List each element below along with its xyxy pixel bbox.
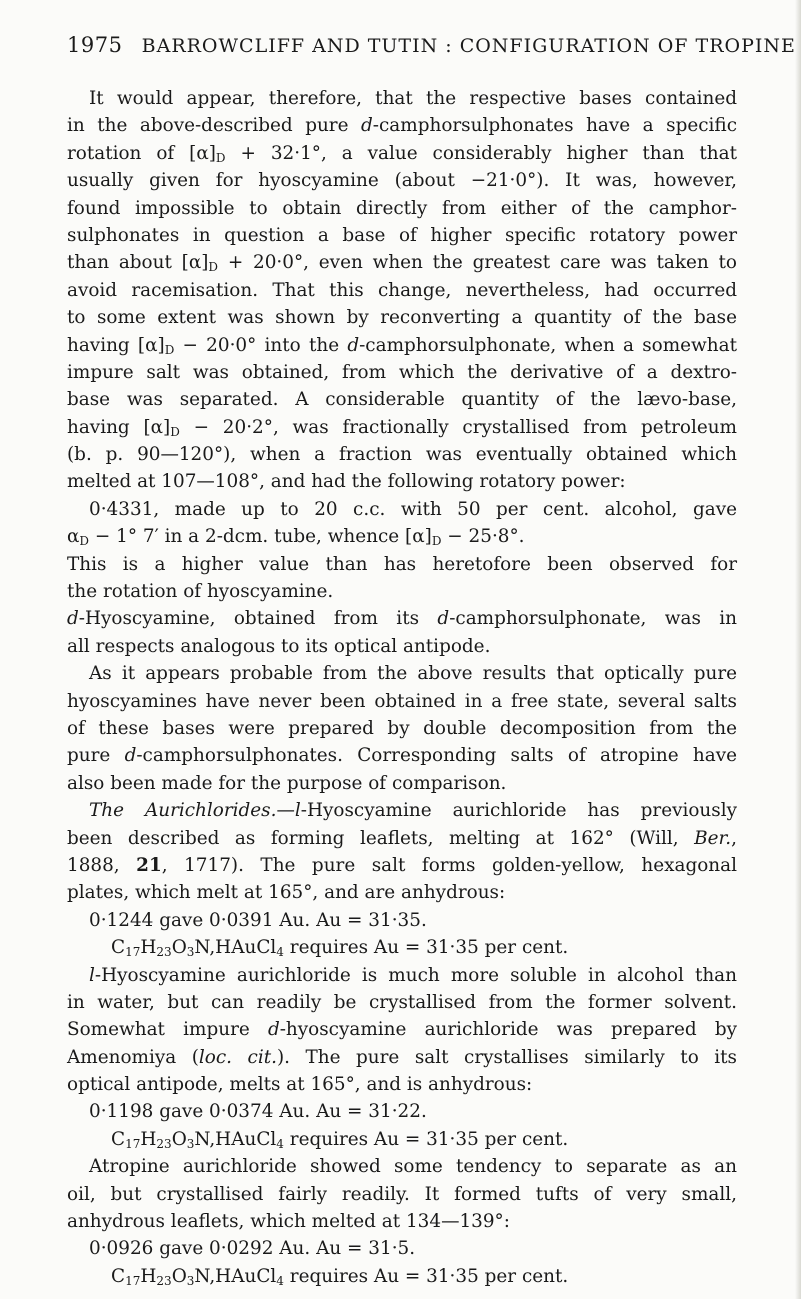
text-line: found impossible to obtain directly from either of the camphor-	[67, 197, 737, 219]
text-line: 1888, 21, 1717). The pure salt forms golden-yellow, hexagonal	[67, 854, 737, 876]
text-line: in water, but can readily be crystallised from the former solvent.	[67, 991, 737, 1013]
article-body	[67, 85, 737, 1290]
text-line: to some extent was shown by reconverting a quantity of the base	[67, 307, 737, 329]
page-edge-shadow	[795, 0, 801, 1299]
text-line: having $[\alpha]_D - 20\cdot 2^\circ$, was fractionally crystallised from petroleum	[67, 416, 737, 439]
text-line: $\alpha_D - 1^\circ$ 7′ in a 2-dcm. tube, whence $[\alpha]_D - 25\cdot 8^\circ$.	[67, 526, 525, 549]
text-line: usually given for hyoscyamine (about −21·0°). It was, however,	[67, 170, 737, 192]
text-line: It would appear, therefore, that the respective bases contained	[89, 88, 737, 109]
text-line: 0·4331, made up to 20 c.c. with 50 per cent. alcohol, gave	[89, 498, 737, 520]
text-line: (b. p. 90—120°), when a fraction was eventually obtained which	[67, 444, 737, 466]
text-line: Somewhat impure d-hyoscyamine aurichloride was prepared by	[67, 1019, 737, 1041]
text-line: having $[\alpha]_D - 20\cdot 0^\circ$ into the d-camphorsulphonate, when a somewhat	[67, 334, 737, 357]
text-line: plates, which melt at 165°, and are anhydrous:	[67, 882, 506, 904]
text-line: avoid racemisation. That this change, nevertheless, had occurred	[67, 279, 737, 301]
text-line: sulphonates in question a base of higher specific rotatory power	[67, 224, 737, 246]
page-number: 1975	[67, 33, 123, 57]
text-line: of these bases were prepared by double decomposition from the	[67, 717, 737, 739]
text-line: the rotation of hyoscyamine.	[67, 581, 334, 603]
text-line: This is a higher value than has heretofore been observed for	[67, 553, 737, 575]
text-line: been described as forming leaflets, melting at 162° (Will, Ber.,	[67, 827, 737, 849]
text-line: base was separated. A considerable quantity of the lævo-base,	[67, 389, 737, 411]
text-line: melted at 107—108°, and had the following rotatory power:	[67, 471, 626, 493]
formula-line: $C_{17}H_{23}O_3N,HAuCl_4$ requires Au = 31·35 per cent.	[111, 1265, 569, 1288]
formula-line: $C_{17}H_{23}O_3N,HAuCl_4$ requires Au = 31·35 per cent.	[111, 937, 569, 960]
text-line: Amenomiya (loc. cit.). The pure salt crystallises similarly to its	[67, 1046, 737, 1068]
analysis-line: 0·1244 gave 0·0391 Au. Au = 31·35.	[89, 909, 427, 931]
text-line: in the above-described pure d-camphorsulphonates have a specific	[67, 115, 737, 137]
text-line: optical antipode, melts at 165°, and is anhydrous:	[67, 1074, 533, 1096]
text-line: rotation of $[\alpha]_D + 32\cdot 1^\circ$, a value considerably higher than that	[67, 142, 737, 165]
analysis-line: 0·0926 gave 0·0292 Au. Au = 31·5.	[89, 1238, 416, 1260]
text-line: all respects analogous to its optical antipode.	[67, 635, 491, 657]
section-heading-aurichlorides: The Aurichlorides.—l-Hyoscyamine aurichloride has previously	[89, 800, 737, 822]
running-header	[67, 33, 796, 57]
text-line: pure d-camphorsulphonates. Corresponding salts of atropine have	[67, 745, 737, 767]
text-line: As it appears probable from the above results that optically pure	[89, 663, 737, 685]
analysis-line: 0·1198 gave 0·0374 Au. Au = 31·22.	[89, 1101, 427, 1123]
text-line: l-Hyoscyamine aurichloride is much more soluble in alcohol than	[89, 964, 737, 986]
text-line: Atropine aurichloride showed some tendency to separate as an	[89, 1156, 737, 1178]
text-line: hyoscyamines have never been obtained in a free state, several salts	[67, 690, 737, 712]
formula-line: $C_{17}H_{23}O_3N,HAuCl_4$ requires Au = 31·35 per cent.	[111, 1128, 569, 1151]
text-line: impure salt was obtained, from which the derivative of a dextro-	[67, 361, 737, 383]
text-line: anhydrous leaflets, which melted at 134—139°:	[67, 1211, 510, 1233]
text-line: than about $[\alpha]_D + 20\cdot 0^\circ$, even when the greatest care was taken to	[67, 252, 737, 275]
running-head-title: BARROWCLIFF AND TUTIN : CONFIGURATION OF TROPINE	[141, 35, 796, 57]
text-line: d-Hyoscyamine, obtained from its d-camphorsulphonate, was in	[67, 608, 737, 630]
text-line: oil, but crystallised fairly readily. It formed tufts of very small,	[67, 1183, 737, 1205]
text-line: also been made for the purpose of comparison.	[67, 772, 507, 794]
